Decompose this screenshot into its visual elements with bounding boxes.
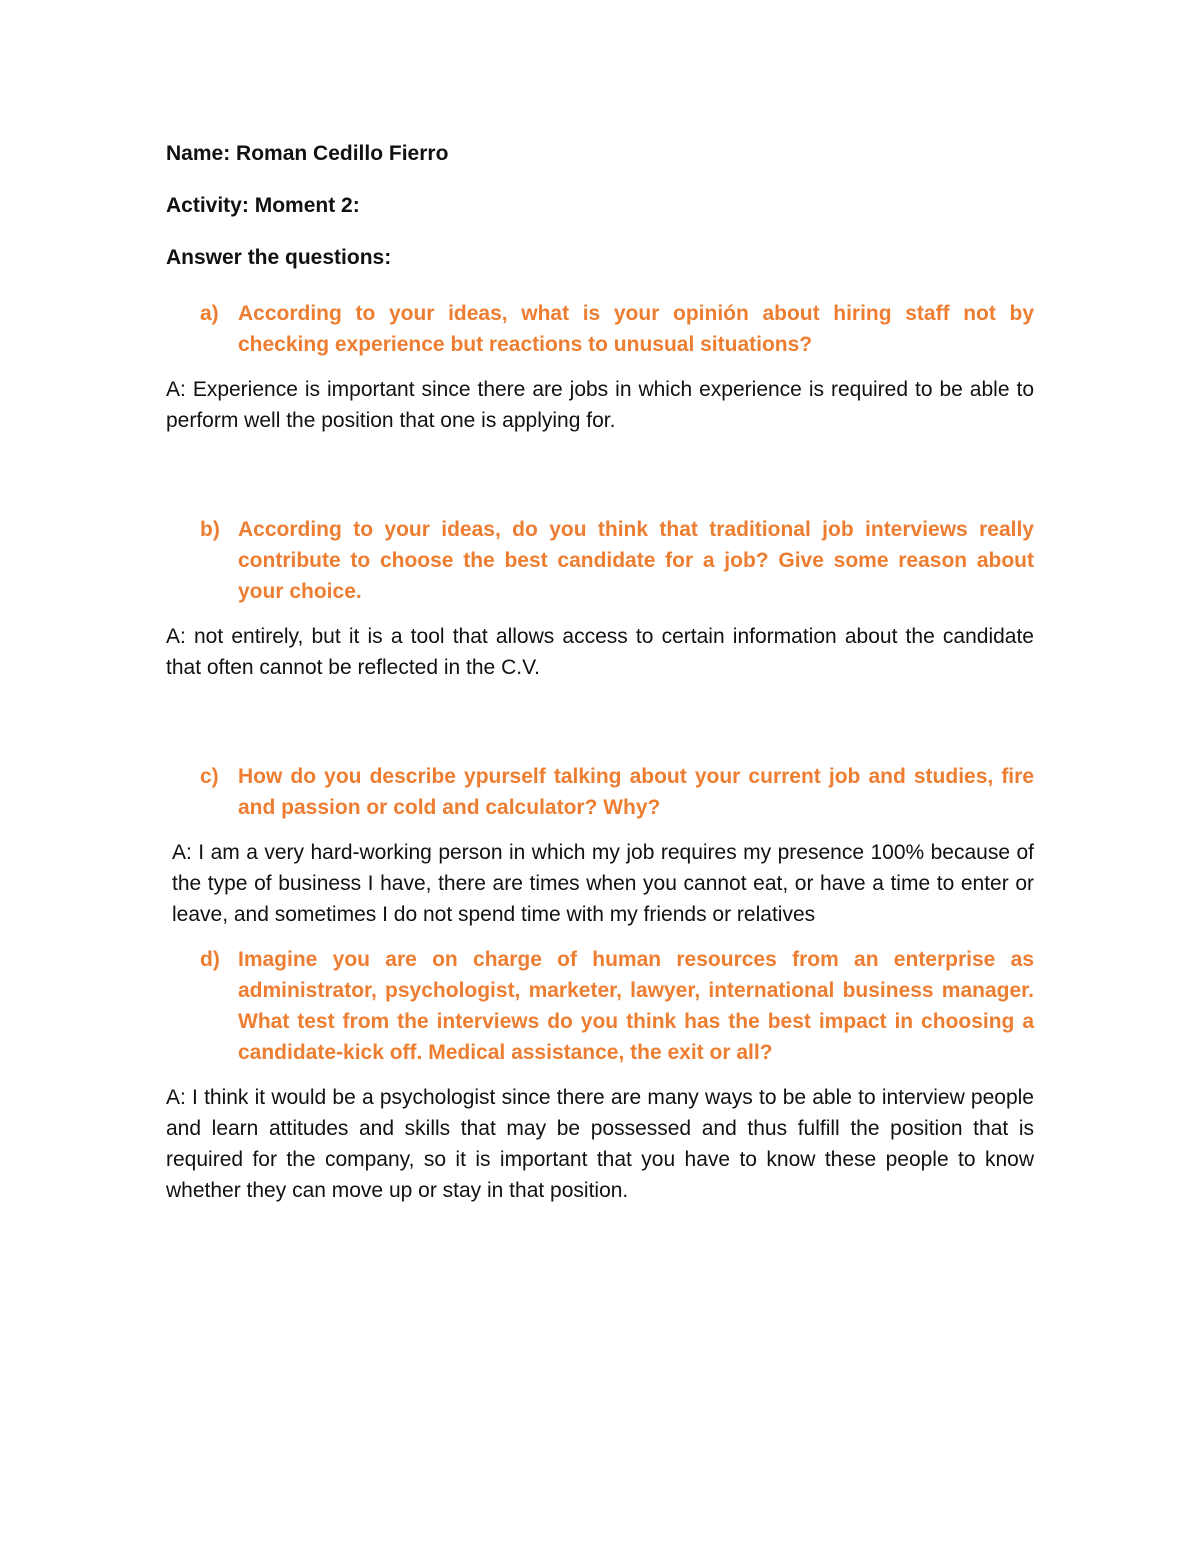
activity-value: Moment 2: — [254, 194, 360, 217]
name-line — [166, 140, 1034, 168]
name-label: Name: — [166, 142, 231, 165]
answer-c: A: I am a very hard-working person in which my job requires my presence 100% because of the type of business I have, there are times when you cannot eat, or have a time to enter or leave, and sometimes I do not spend time with my friends or relatives — [172, 841, 1034, 926]
question-marker: d) — [200, 948, 220, 971]
question-text: According to your ideas, what is your opinión about hiring staff not by checking experience but reactions to unusual situations? — [238, 302, 1034, 356]
answer-b: A: not entirely, but it is a tool that allows access to certain information about the candidate that often cannot be reflected in the C.V. — [166, 625, 1034, 679]
document-content — [166, 140, 1034, 1206]
question-c — [166, 761, 1034, 823]
question-marker: a) — [200, 302, 219, 325]
question-a — [166, 298, 1034, 360]
question-text: How do you describe ypurself talking about your current job and studies, fire and passion or cold and calculator? Why? — [238, 765, 1034, 819]
question-d — [166, 944, 1034, 1068]
name-value: Roman Cedillo Fierro — [236, 142, 449, 165]
question-text: According to your ideas, do you think that traditional job interviews really contribute to choose the best candidate for a job? Give some reason about your choice. — [238, 518, 1034, 603]
activity-line — [166, 192, 1034, 220]
question-marker: b) — [200, 518, 220, 541]
question-marker: c) — [200, 765, 219, 788]
question-text: Imagine you are on charge of human resources from an enterprise as administrator, psychologist, marketer, lawyer, international business manager. What test from the interviews do you think has the best impact in choosing a candidate-kick off. Medical assistance, the exit or all? — [238, 948, 1034, 1064]
activity-label: Activity: — [166, 194, 249, 217]
question-b — [166, 514, 1034, 607]
answer-d: A: I think it would be a psychologist since there are many ways to be able to interview people and learn attitudes and skills that may be possessed and thus fulfill the position that is required for the company, so it is important that you have to know these people to know whether they can move up or stay in that position. — [166, 1086, 1034, 1202]
answer-a: A: Experience is important since there are jobs in which experience is required to be able to perform well the position that one is applying for. — [166, 378, 1034, 432]
instructions: Answer the questions: — [166, 246, 392, 269]
